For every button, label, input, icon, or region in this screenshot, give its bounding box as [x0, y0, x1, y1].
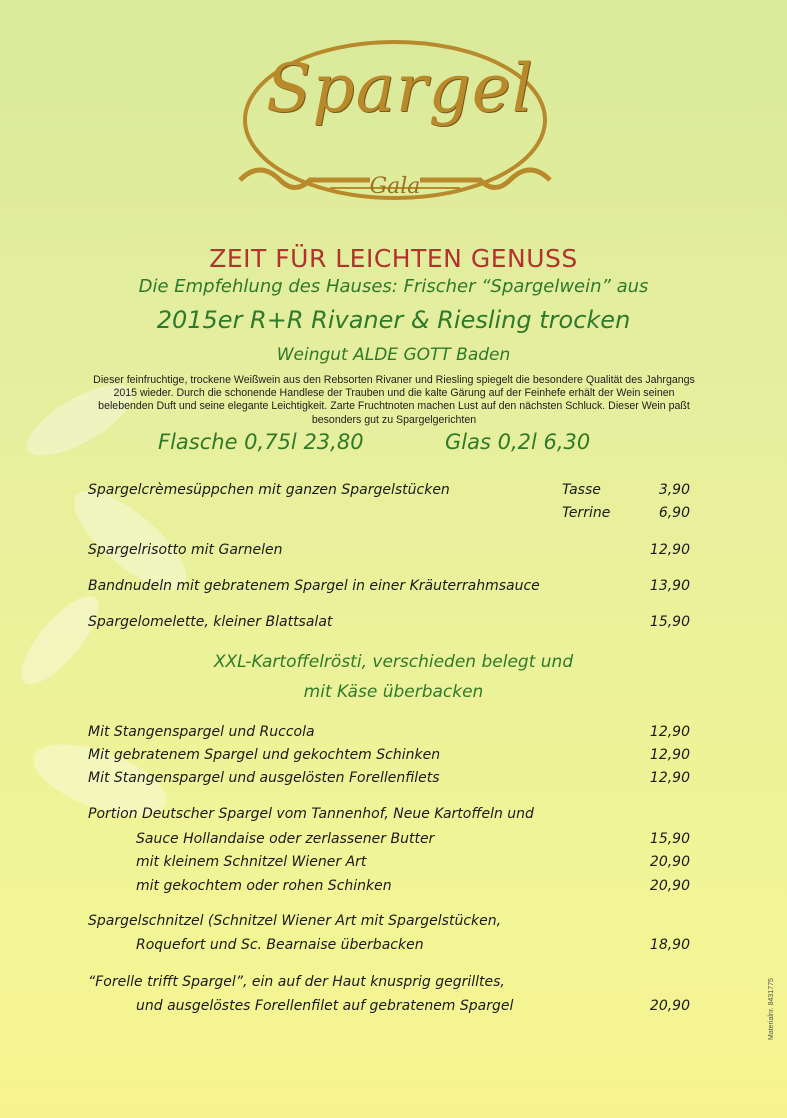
dish-price: 15,90: [649, 614, 690, 630]
schnitzel-line: Spargelschnitzel (Schnitzel Wiener Art mit Spargelstücken,: [88, 913, 502, 929]
winery: Weingut ALDE GOTT Baden: [276, 345, 511, 365]
schnitzel-price: 18,90: [649, 937, 690, 953]
glass-price: Glas 0,2l 6,30: [445, 430, 591, 454]
rosti-heading-2: mit Käse überbacken: [303, 682, 484, 702]
dish-name: Spargelrisotto mit Garnelen: [88, 542, 283, 558]
portion-option: Sauce Hollandaise oder zerlassener Butter: [136, 831, 435, 847]
soup-cup-price: 3,90: [658, 482, 690, 498]
portion-line: Portion Deutscher Spargel vom Tannenhof, Neue Kartoffeln und: [88, 806, 534, 822]
wine-name: 2015er R+R Rivaner & Riesling trocken: [156, 306, 631, 334]
soup-tureen-label: Terrine: [562, 505, 611, 521]
portion-option-price: 20,90: [649, 878, 690, 894]
portion-option-price: 15,90: [649, 831, 690, 847]
forelle-line: “Forelle trifft Spargel”, ein auf der Haut knusprig gegrilltes,: [88, 974, 505, 990]
rosti-name: Mit Stangenspargel und ausgelösten Forellenfilets: [88, 770, 440, 786]
soup-name: Spargelcrèmesüppchen mit ganzen Spargelstücken: [88, 482, 450, 498]
rosti-name: Mit Stangenspargel und Ruccola: [88, 724, 315, 740]
soup-tureen-price: 6,90: [658, 505, 690, 521]
forelle-price: 20,90: [649, 998, 690, 1014]
dish-name: Bandnudeln mit gebratenem Spargel in einer Kräuterrahmsauce: [88, 578, 540, 594]
logo-script: Spargel: [266, 50, 534, 127]
dish-price: 13,90: [649, 578, 690, 594]
portion-option: mit gekochtem oder rohen Schinken: [136, 878, 392, 894]
schnitzel-line-2: Roquefort und Sc. Bearnaise überbacken: [136, 937, 424, 953]
rosti-price: 12,90: [649, 770, 690, 786]
rosti-heading: XXL-Kartoffelrösti, verschieden belegt und: [213, 652, 574, 672]
material-number: Materialnr. 8431775: [768, 978, 775, 1040]
bottle-price: Flasche 0,75l 23,80: [158, 430, 364, 454]
logo: [220, 20, 570, 220]
portion-option-price: 20,90: [649, 854, 690, 870]
soup-cup-label: Tasse: [562, 482, 601, 498]
forelle-line-2: und ausgelöstes Forellenfilet auf gebratenem Spargel: [136, 998, 514, 1014]
dish-name: Spargelomelette, kleiner Blattsalat: [88, 614, 333, 630]
dish-price: 12,90: [649, 542, 690, 558]
page-heading: ZEIT FÜR LEICHTEN GENUSS: [209, 244, 578, 273]
rosti-price: 12,90: [649, 747, 690, 763]
portion-option: mit kleinem Schnitzel Wiener Art: [136, 854, 367, 870]
recommend-line: Die Empfehlung des Hauses: Frischer “Spargelwein” aus: [138, 276, 649, 297]
rosti-price: 12,90: [649, 724, 690, 740]
wine-description: Dieser feinfruchtige, trockene Weißwein aus den Rebsorten Rivaner und Riesling spiegelt die besondere Qualität des Jahrgangs 2015 wieder. Durch die schonende Handlese der Trauben und die kalte Gärung auf der Feinhefe erhält der Wein seinen belebenden Duft und seine elegante Leichtigkeit. Zarte Fruchtnoten machen Lust auf den nächsten Schluck. Dieser Wein paßt besonders gut zu Spargelgerichten: [93, 374, 695, 426]
rosti-name: Mit gebratenem Spargel und gekochtem Schinken: [88, 747, 441, 763]
logo-sub: Gala: [369, 174, 421, 199]
